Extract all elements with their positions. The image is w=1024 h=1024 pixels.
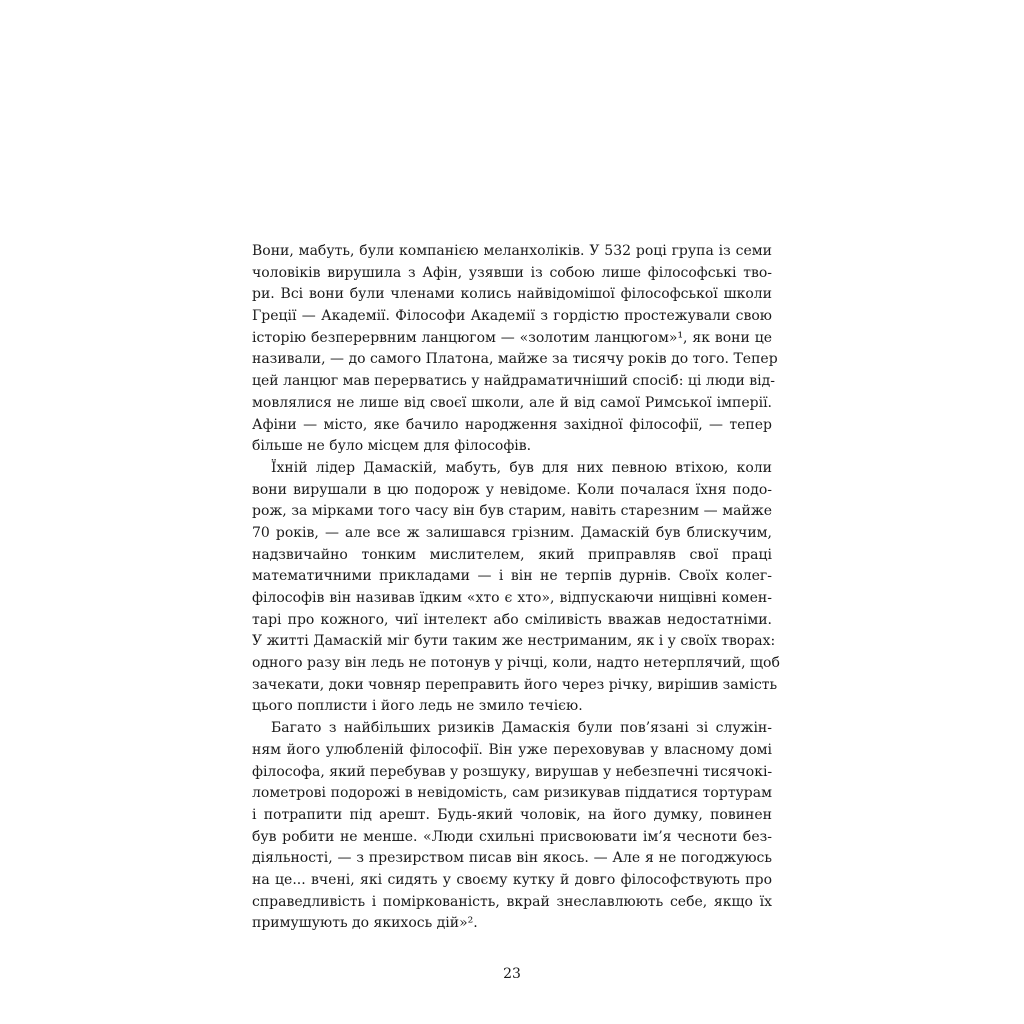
paragraph [252,458,780,718]
paragraph [252,718,772,935]
text-line: Греції — Академії. Філософи Академії з гордістю простежували свою [252,308,772,325]
text-line: цей ланцюг мав перерватись у найдраматичніший спосіб: ці люди від- [252,373,775,390]
text-line: Багато з найбільших ризиків Дамаскія були пов’язані зі служін- [271,720,772,737]
paragraph [252,241,778,458]
text-line: називали, — до самого Платона, майже за тисячу років до того. Тепер [252,351,778,368]
text-line: У житті Дамаскій міг бути таким же нестриманим, як і у своїх творах: [252,633,776,650]
text-line: більше не було місцем для філософів. [252,438,532,455]
text-line: Вони, мабуть, були компанією меланхоліків. У 532 році група із семи [252,243,772,259]
text-line: Афіни — місто, яке бачило народження західної філософії, — тепер [252,416,772,433]
text-line: філософа, який перебував у розшуку, вирушав у небезпечні тисячокі- [252,763,773,780]
text-line: одного разу він ледь не потонув у річці, коли, надто нетерплячий, щоб [252,655,780,672]
text-line: філософів він називав їдким «хто є хто», відпускаючи нищівні комен- [252,590,772,606]
text-line: Їхній лідер Дамаскій, мабуть, був для них певною втіхою, коли [271,459,772,476]
body-text [252,241,780,935]
text-line: лометрові подорожі в невідомість, сам ризикував піддатися тортурам [252,785,772,802]
text-line: 70 років, — але все ж залишався грізним. Дамаскій був блискучим, [252,524,772,541]
text-line: і потрапити під арешт. Будь-який чоловік, на його думку, повинен [252,806,772,823]
text-line: ри. Всі вони були членами колись найвідомішої філософської школи [252,286,772,303]
text-line: зачекати, доки човняр переправить його через річку, вирішив замість [252,676,778,693]
text-line: був робити не менше. «Люди схильні присвоювати ім’я чесноти без- [252,828,772,845]
text-line: історію безперервним ланцюгом — «золотим ланцюгом»¹, як вони це [252,329,772,346]
text-line: ням його улюбленій філософії. Він уже переховував у власному домі [252,741,772,758]
text-line: цього поплисти і його ледь не змило течією. [252,698,583,715]
page-number: 23 [503,966,521,982]
text-line: чоловіків вирушила з Афін, узявши із собою лише філософські тво- [252,264,772,281]
text-line: тарі про кожного, чиї інтелект або сміливість вважав недостатніми. [252,611,772,628]
text-line: справедливість і поміркованість, вкрай знеславлюють себе, якщо їх [252,893,772,910]
text-line: мовлялися не лише від своєї школи, але й від самої Римської імперії. [252,394,772,411]
text-line: на це... вчені, які сидять у своєму кутку й довго філософствують про [252,871,772,888]
text-line: надзвичайно тонким мислителем, який приправляв свої праці [252,546,772,563]
text-line: рож, за мірками того часу він був старим, навіть старезним — майже [252,503,772,520]
text-line: примушують до якихось дій»². [252,915,478,932]
text-line: математичними прикладами — і він не терпів дурнів. Своїх колег- [252,568,772,585]
text-line: діяльності, — з презирством писав він якось. — Але я не погоджуюсь [252,850,772,867]
text-line: вони вирушали в цю подорож у невідоме. Коли почалася їхня подо- [252,481,772,498]
